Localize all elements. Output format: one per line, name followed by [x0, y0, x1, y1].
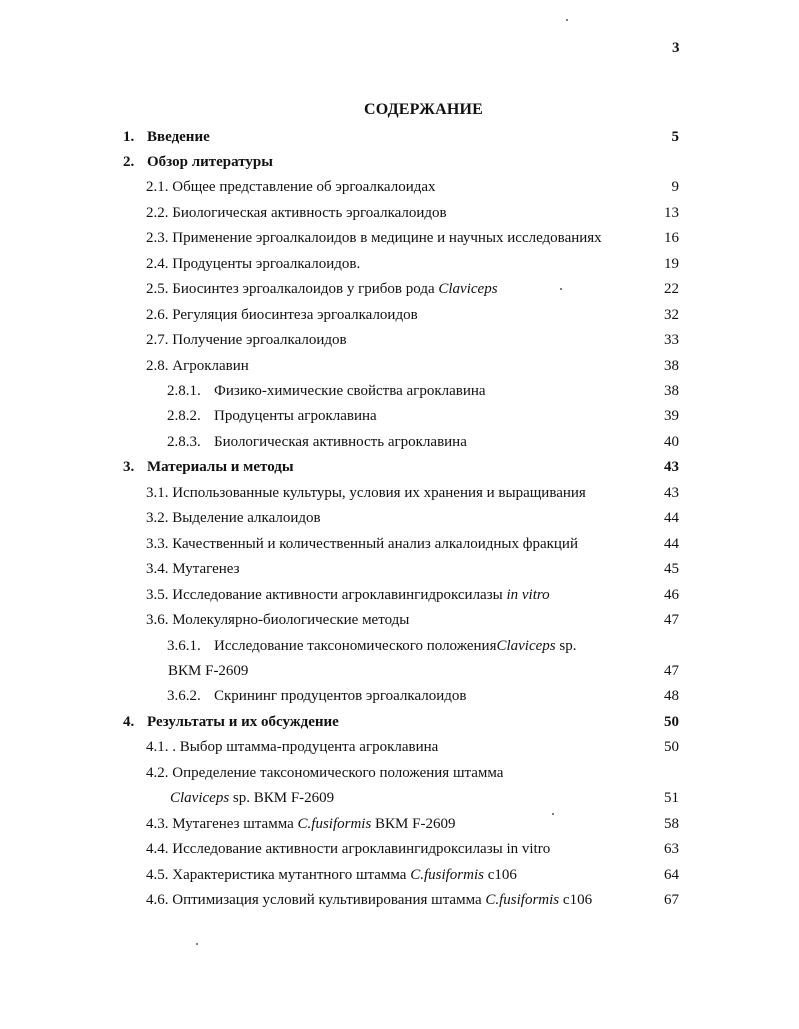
toc-entry-title: Биологическая активность агроклавина [214, 433, 467, 450]
toc-entry [0, 404, 799, 428]
toc-heading: СОДЕРЖАНИЕ [363, 101, 484, 118]
toc-entry [0, 684, 799, 708]
toc-entry-page: 40 [664, 433, 679, 450]
toc-entry-title: 3.4. Мутагенез [146, 561, 240, 578]
toc-entry-page: 64 [664, 866, 679, 883]
toc-entry-title: 2.1. Общее представление об эргоалкалоидах [146, 179, 436, 196]
toc-entry-page: 38 [664, 357, 679, 374]
toc-entry-title: 2.4. Продуценты эргоалкалоидов. [146, 255, 361, 272]
toc-entry-page: 43 [664, 459, 679, 476]
toc-entry-title: 2.3. Применение эргоалкалоидов в медицине и научных исследованиях [146, 230, 602, 247]
toc-entry-page: 32 [664, 306, 679, 323]
toc-entry-title: Claviceps sp. ВКМ F-2609 [170, 790, 335, 807]
toc-entry [0, 735, 799, 759]
toc-entry-italic: Claviceps [496, 637, 556, 654]
toc-entry-title: 4.4. Исследование активности агроклавингидроксилазы in vitro [146, 841, 551, 858]
toc-entry-number: 3.6.2. [167, 688, 201, 705]
scan-speck [552, 813, 554, 815]
toc-entry-page: 22 [664, 281, 679, 298]
toc-entry-title: 2.5. Биосинтез эргоалкалоидов у грибов рода Claviceps [146, 281, 498, 298]
toc-entry-page: 9 [671, 179, 679, 196]
toc-entry [0, 812, 799, 836]
toc-entry [0, 125, 799, 149]
toc-entry-italic: C.fusiformis [485, 892, 560, 908]
toc-entry-page: 47 [664, 612, 679, 629]
toc-entry-title: Скрининг продуцентов эргоалкалоидов [214, 688, 467, 705]
toc-entry-page: 44 [664, 510, 679, 527]
toc-entry [0, 863, 799, 887]
toc-entry-italic: in vitro [506, 586, 550, 603]
toc-entry-italic: C.fusiformis [410, 866, 484, 883]
toc-entry-number: 2.8.3. [167, 433, 201, 450]
toc-entry [0, 761, 799, 785]
toc-entry-title: 4.3. Мутагенез штамма C.fusiformis ВКМ F-2609 [146, 815, 456, 832]
toc-entry-page: 5 [671, 128, 679, 145]
toc-entry-page: 63 [664, 841, 679, 858]
toc-entry-page: 45 [664, 561, 679, 578]
toc-entry-title: 3.6. Молекулярно-биологические методы [146, 612, 410, 629]
toc-entry-page: 50 [664, 713, 679, 730]
toc-entry-number: 3. [123, 459, 135, 476]
toc-entry-title: 3.5. Исследование активности агроклавингидроксилазы in vitro [146, 586, 550, 603]
toc-entry-page: 16 [664, 230, 679, 247]
toc-entry-page: 48 [664, 688, 679, 705]
toc-entry-title: 2.8. Агроклавин [146, 357, 249, 374]
toc-entry [0, 710, 799, 734]
scan-speck [566, 19, 568, 21]
toc-entry-title: 2.2. Биологическая активность эргоалкалоидов [146, 204, 447, 221]
toc-entry-title: Физико-химические свойства агроклавина [214, 383, 486, 399]
toc-entry [0, 277, 799, 301]
toc-entry-page: 58 [664, 815, 679, 832]
toc-entry-title: Продуценты агроклавина [214, 408, 377, 425]
toc-entry-title: 3.2. Выделение алкалоидов [146, 510, 321, 527]
toc-entry-title: Обзор литературы [147, 153, 273, 170]
page-number: 3 [672, 40, 680, 56]
toc-entry-number: 3.6.1. [167, 637, 201, 654]
toc-entry-page: 39 [664, 408, 679, 425]
toc-entry [0, 303, 799, 327]
toc-entry-number: 2.8.2. [167, 408, 201, 425]
scan-speck [560, 288, 562, 290]
toc-entry-title: Результаты и их обсуждение [147, 713, 339, 730]
toc-entry-title: 4.2. Определение таксономического положения штамма [146, 764, 504, 781]
toc-entry-title: 4.5. Характеристика мутантного штамма C.fusiformis c106 [146, 866, 517, 883]
toc-entry-italic: Claviceps [170, 790, 230, 807]
toc-entry-title: 2.7. Получение эргоалкалоидов [146, 332, 347, 349]
toc-entry [0, 252, 799, 276]
toc-entry-title: 4.6. Оптимизация условий культивирования штамма C.fusiformis c106 [146, 892, 593, 908]
toc-entry [0, 786, 799, 810]
toc-entry-page: 67 [664, 892, 679, 908]
toc-entry-page: 51 [664, 790, 679, 807]
toc-entry-title: ВКМ F-2609 [168, 662, 249, 679]
toc-entry [0, 608, 799, 632]
toc-entry-page: 19 [664, 255, 679, 272]
toc-entry [0, 532, 799, 556]
toc-entry [0, 201, 799, 225]
toc-entry [0, 506, 799, 530]
toc-entry [0, 837, 799, 861]
toc-entry [0, 226, 799, 250]
toc-entry-page: 46 [664, 586, 679, 603]
toc-entry [0, 354, 799, 378]
toc-entry-title: 4.1. . Выбор штамма-продуцента агроклавина [146, 739, 439, 756]
toc-entry-italic: C.fusiformis [297, 815, 372, 832]
toc-entry [0, 379, 799, 403]
toc-entry-italic: Claviceps [438, 281, 498, 298]
toc-entry-page: 33 [664, 332, 679, 349]
toc-entry-title: 3.1. Использованные культуры, условия их хранения и выращивания [146, 484, 586, 501]
toc-entry [0, 557, 799, 581]
toc-entry-title: 3.3. Качественный и количественный анализ алкалоидных фракций [146, 535, 578, 552]
toc-entry-page: 50 [664, 739, 679, 756]
toc-entry [0, 583, 799, 607]
toc-entry-number: 1. [123, 128, 135, 145]
toc-entry [0, 481, 799, 505]
toc-entry-title: Исследование таксономического положенияClaviceps sp. [214, 637, 577, 654]
toc-entry-page: 13 [664, 204, 679, 221]
toc-entry [0, 430, 799, 454]
toc-entry-page: 43 [664, 484, 679, 501]
toc-entry [0, 888, 799, 912]
toc-entry-page: 47 [664, 662, 679, 679]
toc-entry [0, 328, 799, 352]
scan-speck [196, 943, 198, 945]
toc-entry-number: 4. [123, 713, 135, 730]
toc-entry [0, 175, 799, 199]
toc-entry [0, 455, 799, 479]
toc-entry-number: 2.8.1. [167, 383, 201, 399]
toc-entry [0, 634, 799, 658]
toc-entry-title: Материалы и методы [147, 459, 294, 476]
toc-entry-title: Введение [147, 128, 210, 145]
toc-entry-number: 2. [123, 153, 135, 170]
toc-entry-page: 44 [664, 535, 679, 552]
toc-entry-page: 38 [664, 383, 679, 399]
toc-entry [0, 150, 799, 174]
toc-entry-title: 2.6. Регуляция биосинтеза эргоалкалоидов [146, 306, 418, 323]
toc-entry [0, 659, 799, 683]
